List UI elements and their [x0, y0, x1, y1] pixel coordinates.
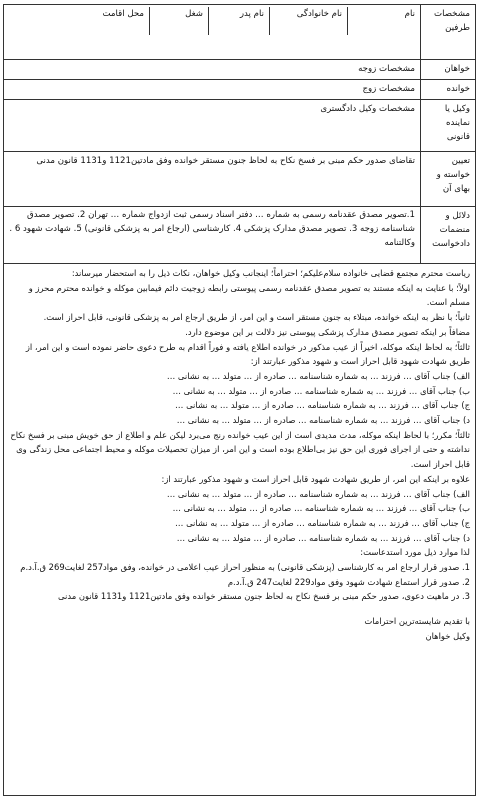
col-residence: محل اقامت: [102, 9, 144, 19]
witness-item: الف) جناب آقای … فرزند … به شماره شناسنامه … صادره از … متولد … به نشانی …: [166, 488, 470, 499]
lawyer-value: مشخصات وکیل دادگستری: [4, 100, 421, 152]
evidence-value: 1.تصویر مصدق عقدنامه رسمی به شماره … دفتر اسناد رسمی ثبت ازدواج شماره … تهران 2. تصویر مصدق شناسنامه زوجه 3. تصویر مصدق مدارک پزشکی 4. کارشناسی (ارجاع امر به پزشکی قانونی) 5. شهادت شهود 6 . وکالتنامه: [4, 207, 421, 264]
claim-label: تعیین خواسته و بهای آن: [421, 152, 476, 207]
paragraph-witnesses-intro: علاوه بر اینکه این امر، از طریق شهادت شهود قابل احراز است و شهود مذکور عبارتند از:: [161, 473, 470, 484]
col-name: نام: [347, 7, 420, 35]
defendant-label: خوانده: [421, 80, 476, 100]
witness-item: ج) جناب آقای … فرزند … به شماره شناسنامه … صادره از … متولد … به نشانی …: [175, 400, 470, 411]
requests-heading: لذا موارد ذیل مورد استدعاست:: [360, 547, 470, 558]
witness-item: د) جناب آقای … فرزند … به شماره شناسنامه … صادره از … متولد … به نشانی …: [176, 415, 470, 426]
closing-text: با تقدیم شایسته‌ترین احترامات: [364, 616, 470, 627]
parties-label: مشخصات طرفین: [421, 5, 476, 60]
col-family: نام خانوادگی: [269, 7, 347, 35]
claim-value: تقاضای صدور حکم مبنی بر فسخ نکاح به لحاظ جنون مستقر خوانده وفق مادتین1121 و1131 قانون مدنی: [4, 152, 421, 207]
paragraph-thirdly-repeated: ثالثاً؛ مکرر؛ با لحاظ اینکه موکله، مدت مدیدی است از این عیب خوانده رنج می‌برد لیکن علم و اطلاع از حق خویش مبنی بر فسخ نکاح نداشته و حتی از اجرای فوری این حق نیز بی‌اطلاع بوده است و این امر، از میزان تحصیلات موکله و محیط اجتماعی محل زندگی وی قابل احراز است.: [10, 429, 470, 470]
lawyer-label: وکیل یا نماینده قانونی: [421, 100, 476, 152]
paragraph-firstly: اولاً؛ با عنایت به اینکه مستند به تصویر مصدق عقدنامه رسمی پیوستی رابطه زوجیت دائم فیمابین موکله و خوانده محترم محرز و مسلم است.: [28, 282, 470, 308]
witness-item: ج) جناب آقای … فرزند … به شماره شناسنامه … صادره از … متولد … به نشانی …: [175, 517, 470, 528]
plaintiff-value: مشخصات زوجه: [4, 60, 421, 80]
request-item: 3. در ماهیت دعوی، صدور حکم مبنی بر فسخ نکاح به لحاظ جنون مستقر خوانده وفق مادتین1121 و1131 قانون مدنی: [58, 591, 470, 602]
request-item: 1. صدور قرار ارجاع امر به کارشناسی (پزشکی قانونی) به منظور احراز عیب اعلامی در خوانده، وفق مواد257 لغایت269 ق.آ.د.م: [20, 562, 470, 573]
col-job: شغل: [149, 7, 208, 35]
plaintiff-label: خواهان: [421, 60, 476, 80]
paragraph-furthermore: مضافاً بر اینکه تصویر مصدق مدارک پزشکی پیوستی نیز دلالت بر این موضوع دارد.: [185, 326, 470, 337]
evidence-label: دلائل و منضمات دادخواست: [421, 207, 476, 264]
petition-form-table: [3, 4, 476, 264]
petition-body: [3, 263, 476, 796]
parties-header: [4, 5, 421, 60]
witness-item: الف) جناب آقای … فرزند … به شماره شناسنامه … صادره از … متولد … به نشانی …: [166, 370, 470, 381]
col-father: نام پدر: [208, 7, 269, 35]
paragraph-thirdly: ثالثاً؛ به لحاظ اینکه موکله، اخیراً از عیب مذکور در خوانده اطلاع یافته و فوراً اقدام به طرح دعوی حاضر نموده است و این امر، از طریق شهادت شهود قابل احراز است و شهود مذکور عبارتند از:: [25, 341, 470, 367]
intro-text: ریاست محترم مجتمع قضایی خانواده سلام‌علیکم؛ احتراماً؛ اینجانب وکیل خواهان، نکات ذیل را به استحضار میرساند:: [71, 268, 470, 278]
witness-item: ب) جناب آقای … فرزند … به شماره شناسنامه … صادره از … متولد … به نشانی …: [172, 503, 470, 514]
paragraph-secondly: ثانیاً؛ با نظر به اینکه خوانده، مبتلاء به جنون مستقر است و این امر، از طریق ارجاع امر به پزشکی قانونی، قابل احراز است.: [43, 312, 470, 323]
signer-text: وکیل خواهان: [425, 630, 470, 641]
witness-item: د) جناب آقای … فرزند … به شماره شناسنامه … صادره از … متولد … به نشانی …: [176, 532, 470, 543]
witness-item: ب) جناب آقای … فرزند … به شماره شناسنامه … صادره از … متولد … به نشانی …: [172, 385, 470, 396]
defendant-value: مشخصات زوج: [4, 80, 421, 100]
request-item: 2. صدور قرار استماع شهادت شهود وفق مواد229 لغایت247 ق.آ.د.م: [227, 576, 470, 587]
